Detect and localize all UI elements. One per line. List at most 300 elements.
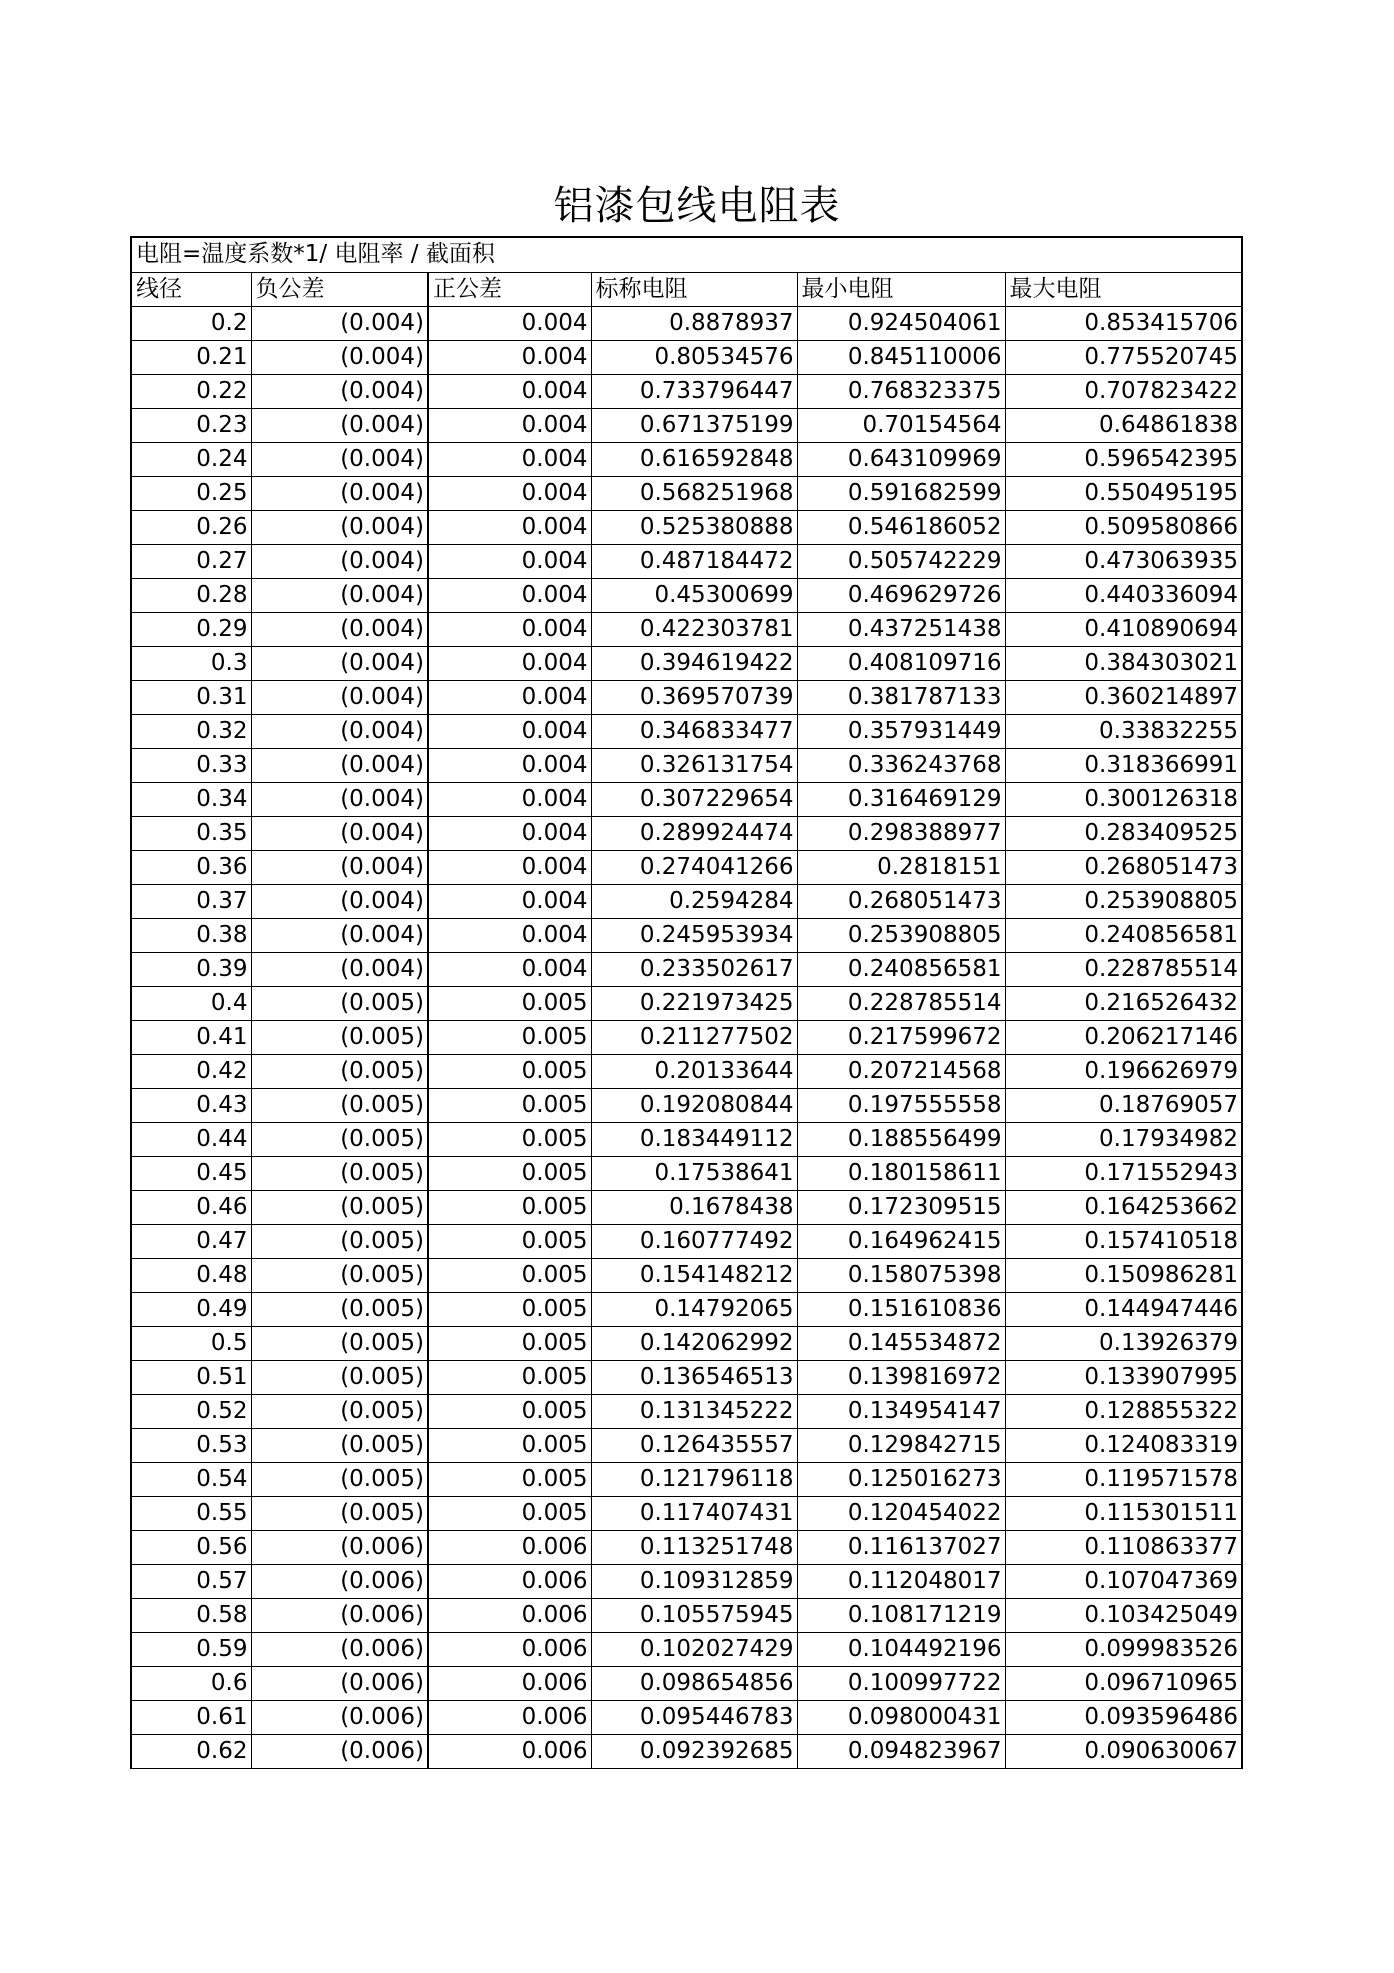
cell-max-resistance: 0.107047369 — [1005, 1564, 1242, 1598]
cell-negative-tolerance: (0.005) — [251, 1428, 428, 1462]
cell-negative-tolerance: (0.004) — [251, 714, 428, 748]
cell-wire-diameter: 0.52 — [131, 1394, 251, 1428]
cell-min-resistance: 0.240856581 — [797, 952, 1005, 986]
cell-nominal-resistance: 0.525380888 — [591, 510, 797, 544]
cell-nominal-resistance: 0.098654856 — [591, 1666, 797, 1700]
cell-min-resistance: 0.180158611 — [797, 1156, 1005, 1190]
cell-wire-diameter: 0.61 — [131, 1700, 251, 1734]
cell-negative-tolerance: (0.006) — [251, 1632, 428, 1666]
cell-max-resistance: 0.196626979 — [1005, 1054, 1242, 1088]
resistance-table — [130, 236, 1243, 1769]
table-row — [131, 816, 1242, 850]
cell-negative-tolerance: (0.005) — [251, 1088, 428, 1122]
table-row — [131, 1564, 1242, 1598]
cell-positive-tolerance: 0.006 — [428, 1632, 591, 1666]
cell-max-resistance: 0.473063935 — [1005, 544, 1242, 578]
column-header-wire-diameter: 线径 — [131, 272, 251, 306]
cell-negative-tolerance: (0.004) — [251, 374, 428, 408]
cell-wire-diameter: 0.45 — [131, 1156, 251, 1190]
cell-wire-diameter: 0.53 — [131, 1428, 251, 1462]
cell-positive-tolerance: 0.005 — [428, 1020, 591, 1054]
table-row — [131, 1632, 1242, 1666]
cell-min-resistance: 0.768323375 — [797, 374, 1005, 408]
cell-min-resistance: 0.643109969 — [797, 442, 1005, 476]
cell-wire-diameter: 0.36 — [131, 850, 251, 884]
cell-min-resistance: 0.112048017 — [797, 1564, 1005, 1598]
cell-min-resistance: 0.357931449 — [797, 714, 1005, 748]
cell-positive-tolerance: 0.006 — [428, 1666, 591, 1700]
table-row — [131, 850, 1242, 884]
cell-nominal-resistance: 0.422303781 — [591, 612, 797, 646]
cell-negative-tolerance: (0.005) — [251, 1326, 428, 1360]
cell-nominal-resistance: 0.095446783 — [591, 1700, 797, 1734]
cell-negative-tolerance: (0.005) — [251, 1020, 428, 1054]
cell-max-resistance: 0.550495195 — [1005, 476, 1242, 510]
table-row — [131, 1088, 1242, 1122]
cell-max-resistance: 0.440336094 — [1005, 578, 1242, 612]
cell-min-resistance: 0.70154564 — [797, 408, 1005, 442]
cell-nominal-resistance: 0.245953934 — [591, 918, 797, 952]
cell-positive-tolerance: 0.004 — [428, 816, 591, 850]
cell-nominal-resistance: 0.8878937 — [591, 306, 797, 340]
cell-nominal-resistance: 0.154148212 — [591, 1258, 797, 1292]
cell-max-resistance: 0.707823422 — [1005, 374, 1242, 408]
cell-min-resistance: 0.591682599 — [797, 476, 1005, 510]
cell-nominal-resistance: 0.102027429 — [591, 1632, 797, 1666]
cell-negative-tolerance: (0.004) — [251, 884, 428, 918]
cell-min-resistance: 0.316469129 — [797, 782, 1005, 816]
table-row — [131, 442, 1242, 476]
cell-min-resistance: 0.098000431 — [797, 1700, 1005, 1734]
cell-wire-diameter: 0.47 — [131, 1224, 251, 1258]
cell-nominal-resistance: 0.121796118 — [591, 1462, 797, 1496]
cell-max-resistance: 0.13926379 — [1005, 1326, 1242, 1360]
cell-nominal-resistance: 0.80534576 — [591, 340, 797, 374]
cell-negative-tolerance: (0.004) — [251, 612, 428, 646]
cell-wire-diameter: 0.5 — [131, 1326, 251, 1360]
cell-min-resistance: 0.268051473 — [797, 884, 1005, 918]
cell-max-resistance: 0.253908805 — [1005, 884, 1242, 918]
cell-min-resistance: 0.253908805 — [797, 918, 1005, 952]
cell-nominal-resistance: 0.113251748 — [591, 1530, 797, 1564]
cell-max-resistance: 0.090630067 — [1005, 1734, 1242, 1768]
cell-negative-tolerance: (0.004) — [251, 680, 428, 714]
cell-wire-diameter: 0.48 — [131, 1258, 251, 1292]
cell-positive-tolerance: 0.004 — [428, 714, 591, 748]
cell-wire-diameter: 0.58 — [131, 1598, 251, 1632]
cell-nominal-resistance: 0.616592848 — [591, 442, 797, 476]
cell-positive-tolerance: 0.004 — [428, 544, 591, 578]
cell-negative-tolerance: (0.004) — [251, 340, 428, 374]
cell-wire-diameter: 0.23 — [131, 408, 251, 442]
cell-positive-tolerance: 0.005 — [428, 1428, 591, 1462]
cell-negative-tolerance: (0.004) — [251, 748, 428, 782]
table-body — [131, 306, 1242, 1768]
cell-positive-tolerance: 0.004 — [428, 340, 591, 374]
cell-max-resistance: 0.119571578 — [1005, 1462, 1242, 1496]
cell-max-resistance: 0.099983526 — [1005, 1632, 1242, 1666]
cell-wire-diameter: 0.55 — [131, 1496, 251, 1530]
cell-max-resistance: 0.164253662 — [1005, 1190, 1242, 1224]
cell-nominal-resistance: 0.568251968 — [591, 476, 797, 510]
cell-wire-diameter: 0.29 — [131, 612, 251, 646]
cell-negative-tolerance: (0.005) — [251, 1292, 428, 1326]
cell-negative-tolerance: (0.006) — [251, 1700, 428, 1734]
cell-max-resistance: 0.33832255 — [1005, 714, 1242, 748]
table-row — [131, 374, 1242, 408]
cell-positive-tolerance: 0.005 — [428, 1326, 591, 1360]
cell-positive-tolerance: 0.004 — [428, 646, 591, 680]
cell-wire-diameter: 0.35 — [131, 816, 251, 850]
cell-max-resistance: 0.093596486 — [1005, 1700, 1242, 1734]
cell-max-resistance: 0.17934982 — [1005, 1122, 1242, 1156]
cell-negative-tolerance: (0.005) — [251, 1394, 428, 1428]
cell-nominal-resistance: 0.131345222 — [591, 1394, 797, 1428]
cell-negative-tolerance: (0.004) — [251, 510, 428, 544]
cell-max-resistance: 0.157410518 — [1005, 1224, 1242, 1258]
cell-wire-diameter: 0.6 — [131, 1666, 251, 1700]
cell-positive-tolerance: 0.004 — [428, 306, 591, 340]
cell-nominal-resistance: 0.14792065 — [591, 1292, 797, 1326]
cell-min-resistance: 0.207214568 — [797, 1054, 1005, 1088]
cell-nominal-resistance: 0.233502617 — [591, 952, 797, 986]
cell-wire-diameter: 0.62 — [131, 1734, 251, 1768]
cell-min-resistance: 0.217599672 — [797, 1020, 1005, 1054]
cell-wire-diameter: 0.4 — [131, 986, 251, 1020]
cell-max-resistance: 0.300126318 — [1005, 782, 1242, 816]
cell-nominal-resistance: 0.369570739 — [591, 680, 797, 714]
cell-positive-tolerance: 0.004 — [428, 510, 591, 544]
cell-negative-tolerance: (0.006) — [251, 1564, 428, 1598]
cell-wire-diameter: 0.28 — [131, 578, 251, 612]
cell-nominal-resistance: 0.136546513 — [591, 1360, 797, 1394]
cell-max-resistance: 0.103425049 — [1005, 1598, 1242, 1632]
table-row — [131, 884, 1242, 918]
formula-cell: 电阻=温度系数*1/ 电阻率 / 截面积 — [131, 237, 1242, 272]
cell-negative-tolerance: (0.005) — [251, 1190, 428, 1224]
cell-max-resistance: 0.115301511 — [1005, 1496, 1242, 1530]
cell-min-resistance: 0.134954147 — [797, 1394, 1005, 1428]
cell-positive-tolerance: 0.004 — [428, 374, 591, 408]
cell-nominal-resistance: 0.1678438 — [591, 1190, 797, 1224]
cell-nominal-resistance: 0.142062992 — [591, 1326, 797, 1360]
table-row — [131, 952, 1242, 986]
cell-max-resistance: 0.318366991 — [1005, 748, 1242, 782]
cell-wire-diameter: 0.49 — [131, 1292, 251, 1326]
cell-wire-diameter: 0.56 — [131, 1530, 251, 1564]
cell-max-resistance: 0.240856581 — [1005, 918, 1242, 952]
cell-min-resistance: 0.151610836 — [797, 1292, 1005, 1326]
cell-positive-tolerance: 0.006 — [428, 1700, 591, 1734]
cell-negative-tolerance: (0.004) — [251, 816, 428, 850]
column-header-max-resistance: 最大电阻 — [1005, 272, 1242, 306]
cell-negative-tolerance: (0.006) — [251, 1598, 428, 1632]
cell-min-resistance: 0.139816972 — [797, 1360, 1005, 1394]
column-header-min-resistance: 最小电阻 — [797, 272, 1005, 306]
cell-wire-diameter: 0.57 — [131, 1564, 251, 1598]
cell-negative-tolerance: (0.005) — [251, 1462, 428, 1496]
table-row — [131, 476, 1242, 510]
cell-nominal-resistance: 0.326131754 — [591, 748, 797, 782]
cell-nominal-resistance: 0.221973425 — [591, 986, 797, 1020]
cell-max-resistance: 0.096710965 — [1005, 1666, 1242, 1700]
cell-wire-diameter: 0.54 — [131, 1462, 251, 1496]
cell-positive-tolerance: 0.005 — [428, 1394, 591, 1428]
cell-negative-tolerance: (0.005) — [251, 1224, 428, 1258]
cell-positive-tolerance: 0.005 — [428, 1462, 591, 1496]
column-header-negative-tolerance: 负公差 — [251, 272, 428, 306]
cell-max-resistance: 0.216526432 — [1005, 986, 1242, 1020]
cell-positive-tolerance: 0.004 — [428, 850, 591, 884]
cell-min-resistance: 0.164962415 — [797, 1224, 1005, 1258]
table-row — [131, 1156, 1242, 1190]
cell-min-resistance: 0.172309515 — [797, 1190, 1005, 1224]
table-row — [131, 1224, 1242, 1258]
table-row — [131, 612, 1242, 646]
cell-negative-tolerance: (0.004) — [251, 850, 428, 884]
cell-positive-tolerance: 0.004 — [428, 442, 591, 476]
cell-wire-diameter: 0.24 — [131, 442, 251, 476]
table-row — [131, 748, 1242, 782]
table-row — [131, 1496, 1242, 1530]
cell-min-resistance: 0.298388977 — [797, 816, 1005, 850]
cell-wire-diameter: 0.2 — [131, 306, 251, 340]
cell-max-resistance: 0.128855322 — [1005, 1394, 1242, 1428]
cell-wire-diameter: 0.27 — [131, 544, 251, 578]
cell-min-resistance: 0.129842715 — [797, 1428, 1005, 1462]
column-header-positive-tolerance: 正公差 — [428, 272, 591, 306]
cell-positive-tolerance: 0.006 — [428, 1734, 591, 1768]
formula-row — [131, 237, 1242, 272]
cell-positive-tolerance: 0.005 — [428, 1258, 591, 1292]
cell-min-resistance: 0.104492196 — [797, 1632, 1005, 1666]
cell-negative-tolerance: (0.004) — [251, 442, 428, 476]
cell-negative-tolerance: (0.005) — [251, 1156, 428, 1190]
cell-min-resistance: 0.116137027 — [797, 1530, 1005, 1564]
cell-negative-tolerance: (0.005) — [251, 986, 428, 1020]
cell-wire-diameter: 0.44 — [131, 1122, 251, 1156]
cell-negative-tolerance: (0.004) — [251, 918, 428, 952]
cell-positive-tolerance: 0.004 — [428, 952, 591, 986]
cell-wire-diameter: 0.42 — [131, 1054, 251, 1088]
cell-wire-diameter: 0.38 — [131, 918, 251, 952]
cell-negative-tolerance: (0.005) — [251, 1122, 428, 1156]
cell-nominal-resistance: 0.394619422 — [591, 646, 797, 680]
cell-negative-tolerance: (0.004) — [251, 646, 428, 680]
cell-max-resistance: 0.775520745 — [1005, 340, 1242, 374]
cell-negative-tolerance: (0.004) — [251, 408, 428, 442]
header-row — [131, 272, 1242, 306]
cell-max-resistance: 0.124083319 — [1005, 1428, 1242, 1462]
cell-nominal-resistance: 0.160777492 — [591, 1224, 797, 1258]
table-row — [131, 1258, 1242, 1292]
cell-nominal-resistance: 0.346833477 — [591, 714, 797, 748]
cell-max-resistance: 0.384303021 — [1005, 646, 1242, 680]
cell-nominal-resistance: 0.092392685 — [591, 1734, 797, 1768]
cell-wire-diameter: 0.25 — [131, 476, 251, 510]
cell-max-resistance: 0.360214897 — [1005, 680, 1242, 714]
cell-max-resistance: 0.171552943 — [1005, 1156, 1242, 1190]
cell-nominal-resistance: 0.211277502 — [591, 1020, 797, 1054]
cell-min-resistance: 0.505742229 — [797, 544, 1005, 578]
cell-positive-tolerance: 0.004 — [428, 680, 591, 714]
cell-negative-tolerance: (0.004) — [251, 952, 428, 986]
cell-min-resistance: 0.2818151 — [797, 850, 1005, 884]
cell-positive-tolerance: 0.004 — [428, 748, 591, 782]
cell-wire-diameter: 0.3 — [131, 646, 251, 680]
cell-positive-tolerance: 0.004 — [428, 884, 591, 918]
table-row — [131, 1394, 1242, 1428]
cell-wire-diameter: 0.32 — [131, 714, 251, 748]
cell-positive-tolerance: 0.006 — [428, 1598, 591, 1632]
table-row — [131, 1190, 1242, 1224]
cell-wire-diameter: 0.26 — [131, 510, 251, 544]
cell-negative-tolerance: (0.005) — [251, 1496, 428, 1530]
cell-positive-tolerance: 0.005 — [428, 1156, 591, 1190]
cell-negative-tolerance: (0.005) — [251, 1054, 428, 1088]
cell-min-resistance: 0.120454022 — [797, 1496, 1005, 1530]
cell-wire-diameter: 0.59 — [131, 1632, 251, 1666]
cell-wire-diameter: 0.33 — [131, 748, 251, 782]
table-row — [131, 1428, 1242, 1462]
cell-negative-tolerance: (0.004) — [251, 544, 428, 578]
cell-max-resistance: 0.853415706 — [1005, 306, 1242, 340]
table-row — [131, 714, 1242, 748]
cell-max-resistance: 0.144947446 — [1005, 1292, 1242, 1326]
cell-min-resistance: 0.845110006 — [797, 340, 1005, 374]
column-header-nominal-resistance: 标称电阻 — [591, 272, 797, 306]
cell-nominal-resistance: 0.126435557 — [591, 1428, 797, 1462]
table-row — [131, 918, 1242, 952]
table-row — [131, 306, 1242, 340]
cell-wire-diameter: 0.37 — [131, 884, 251, 918]
cell-nominal-resistance: 0.105575945 — [591, 1598, 797, 1632]
table-row — [131, 1462, 1242, 1496]
table-row — [131, 646, 1242, 680]
cell-min-resistance: 0.924504061 — [797, 306, 1005, 340]
table-row — [131, 1598, 1242, 1632]
cell-wire-diameter: 0.31 — [131, 680, 251, 714]
table-row — [131, 544, 1242, 578]
table-row — [131, 1054, 1242, 1088]
table-row — [131, 1326, 1242, 1360]
table-row — [131, 1360, 1242, 1394]
cell-min-resistance: 0.145534872 — [797, 1326, 1005, 1360]
table-row — [131, 680, 1242, 714]
cell-negative-tolerance: (0.004) — [251, 578, 428, 612]
cell-wire-diameter: 0.51 — [131, 1360, 251, 1394]
cell-min-resistance: 0.125016273 — [797, 1462, 1005, 1496]
cell-nominal-resistance: 0.274041266 — [591, 850, 797, 884]
cell-max-resistance: 0.283409525 — [1005, 816, 1242, 850]
table-row — [131, 1666, 1242, 1700]
cell-wire-diameter: 0.22 — [131, 374, 251, 408]
cell-wire-diameter: 0.41 — [131, 1020, 251, 1054]
cell-negative-tolerance: (0.004) — [251, 306, 428, 340]
cell-positive-tolerance: 0.005 — [428, 1292, 591, 1326]
cell-nominal-resistance: 0.2594284 — [591, 884, 797, 918]
table-row — [131, 1292, 1242, 1326]
cell-positive-tolerance: 0.005 — [428, 1088, 591, 1122]
cell-min-resistance: 0.108171219 — [797, 1598, 1005, 1632]
cell-positive-tolerance: 0.004 — [428, 782, 591, 816]
table-row — [131, 986, 1242, 1020]
cell-min-resistance: 0.094823967 — [797, 1734, 1005, 1768]
cell-nominal-resistance: 0.487184472 — [591, 544, 797, 578]
cell-positive-tolerance: 0.005 — [428, 1190, 591, 1224]
table-row — [131, 782, 1242, 816]
cell-max-resistance: 0.509580866 — [1005, 510, 1242, 544]
cell-negative-tolerance: (0.006) — [251, 1666, 428, 1700]
table-row — [131, 408, 1242, 442]
cell-max-resistance: 0.206217146 — [1005, 1020, 1242, 1054]
cell-nominal-resistance: 0.109312859 — [591, 1564, 797, 1598]
cell-negative-tolerance: (0.006) — [251, 1734, 428, 1768]
cell-nominal-resistance: 0.45300699 — [591, 578, 797, 612]
table-row — [131, 578, 1242, 612]
cell-positive-tolerance: 0.005 — [428, 986, 591, 1020]
cell-min-resistance: 0.469629726 — [797, 578, 1005, 612]
cell-min-resistance: 0.228785514 — [797, 986, 1005, 1020]
cell-wire-diameter: 0.46 — [131, 1190, 251, 1224]
cell-min-resistance: 0.381787133 — [797, 680, 1005, 714]
cell-min-resistance: 0.197555558 — [797, 1088, 1005, 1122]
cell-nominal-resistance: 0.117407431 — [591, 1496, 797, 1530]
cell-wire-diameter: 0.34 — [131, 782, 251, 816]
cell-min-resistance: 0.336243768 — [797, 748, 1005, 782]
cell-nominal-resistance: 0.17538641 — [591, 1156, 797, 1190]
table-row — [131, 510, 1242, 544]
table-row — [131, 1122, 1242, 1156]
cell-positive-tolerance: 0.004 — [428, 476, 591, 510]
cell-max-resistance: 0.64861838 — [1005, 408, 1242, 442]
table-row — [131, 1700, 1242, 1734]
cell-wire-diameter: 0.43 — [131, 1088, 251, 1122]
cell-min-resistance: 0.100997722 — [797, 1666, 1005, 1700]
cell-max-resistance: 0.150986281 — [1005, 1258, 1242, 1292]
cell-max-resistance: 0.268051473 — [1005, 850, 1242, 884]
cell-negative-tolerance: (0.006) — [251, 1530, 428, 1564]
cell-negative-tolerance: (0.004) — [251, 476, 428, 510]
cell-negative-tolerance: (0.004) — [251, 782, 428, 816]
cell-wire-diameter: 0.21 — [131, 340, 251, 374]
cell-max-resistance: 0.18769057 — [1005, 1088, 1242, 1122]
cell-negative-tolerance: (0.005) — [251, 1258, 428, 1292]
table-row — [131, 340, 1242, 374]
cell-max-resistance: 0.133907995 — [1005, 1360, 1242, 1394]
table-row — [131, 1020, 1242, 1054]
cell-positive-tolerance: 0.005 — [428, 1054, 591, 1088]
cell-positive-tolerance: 0.004 — [428, 918, 591, 952]
cell-positive-tolerance: 0.004 — [428, 612, 591, 646]
cell-nominal-resistance: 0.183449112 — [591, 1122, 797, 1156]
table-row — [131, 1530, 1242, 1564]
cell-min-resistance: 0.158075398 — [797, 1258, 1005, 1292]
table-row — [131, 1734, 1242, 1768]
cell-positive-tolerance: 0.005 — [428, 1122, 591, 1156]
cell-max-resistance: 0.410890694 — [1005, 612, 1242, 646]
cell-max-resistance: 0.228785514 — [1005, 952, 1242, 986]
cell-wire-diameter: 0.39 — [131, 952, 251, 986]
cell-positive-tolerance: 0.004 — [428, 408, 591, 442]
page-title: 铝漆包线电阻表 — [553, 183, 841, 229]
cell-positive-tolerance: 0.005 — [428, 1496, 591, 1530]
cell-min-resistance: 0.188556499 — [797, 1122, 1005, 1156]
cell-nominal-resistance: 0.671375199 — [591, 408, 797, 442]
cell-max-resistance: 0.110863377 — [1005, 1530, 1242, 1564]
cell-negative-tolerance: (0.005) — [251, 1360, 428, 1394]
cell-min-resistance: 0.546186052 — [797, 510, 1005, 544]
